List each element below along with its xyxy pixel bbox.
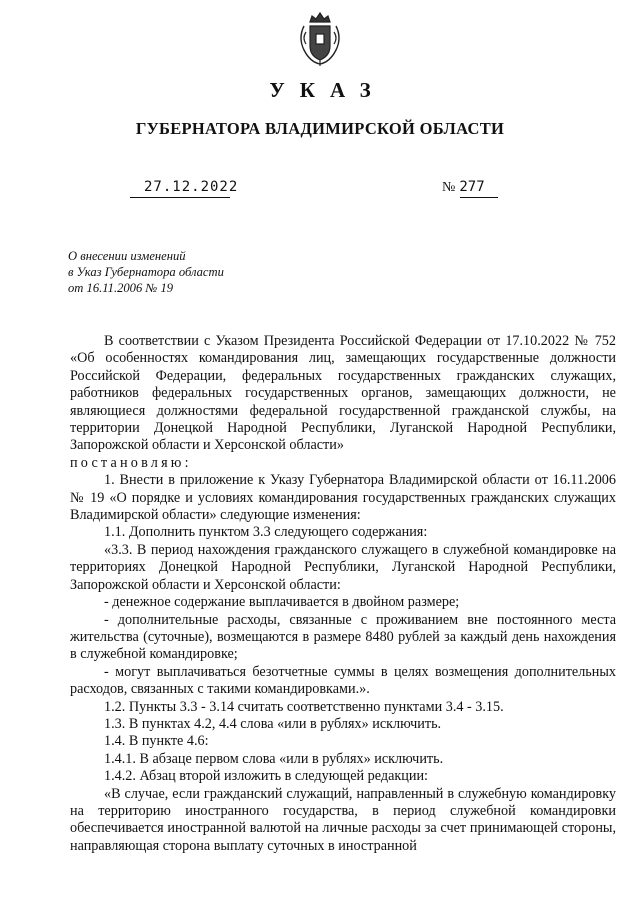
body-paragraph: 1.4.2. Абзац второй изложить в следующей редакции: — [104, 768, 428, 785]
date-underline — [130, 197, 230, 198]
number-value: 277 — [459, 179, 485, 195]
body-paragraph: - дополнительные расходы, связанные с проживанием вне постоянного места жительства (суточные), возмещаются в размере 8480 рублей за каждый день нахождения в служебной командировке; — [70, 611, 616, 663]
body-paragraph: - денежное содержание выплачивается в двойном размере; — [104, 594, 460, 611]
document-date: 27.12.2022 — [144, 179, 239, 195]
body-paragraph: 1.4. В пункте 4.6: — [104, 733, 209, 750]
body-paragraph: «3.3. В период нахождения гражданского служащего в служебной командировке на территориях Донецкой Народной Республики, Луганской Народной Республики, Запорожской области и Херсонской области: — [70, 541, 616, 593]
body-paragraph: 1. Внести в приложение к Указу Губернатора Владимирской области от 16.11.2006 № 19 «О порядке и условиях командирования государственных гражданских служащих Владимирской области» следующие изменения: — [70, 472, 616, 524]
coat-of-arms-emblem — [296, 8, 344, 68]
body-paragraph: 1.4.1. В абзаце первом слова «или в рублях» исключить. — [104, 750, 444, 767]
number-label: № — [442, 180, 456, 195]
document-number — [442, 179, 485, 196]
body-paragraph: - могут выплачиваться безотчетные суммы в целях возмещения дополнительных расходов, связанных с такими командировками.». — [70, 663, 616, 698]
caption-line: от 16.11.2006 № 19 — [68, 281, 174, 295]
body-paragraph: 1.3. В пунктах 4.2, 4.4 слова «или в рублях» исключить. — [104, 715, 442, 732]
body-paragraph: В соответствии с Указом Президента Российской Федерации от 17.10.2022 № 752 «Об особенностях командирования лиц, замещающих государственные должности Российской Федерации, федеральных государственных гражданских служащих, работников федеральных государственных органов, замещающих должности, не являющиеся должностями федеральной государственной гражданской службы, на территории Донецкой Народной Республики, Луганской Народной Республики, Запорожской области и Херсонской области» — [70, 333, 616, 454]
document-subtitle: ГУБЕРНАТОРА ВЛАДИМИРСКОЙ ОБЛАСТИ — [135, 119, 505, 138]
body-paragraph: 1.2. Пункты 3.3 - 3.14 считать соответственно пунктами 3.4 - 3.15. — [104, 698, 504, 715]
number-underline — [460, 197, 498, 198]
document-caption — [68, 248, 224, 296]
caption-line: О внесении изменений — [68, 249, 186, 263]
document-title: УКАЗ — [269, 78, 386, 102]
caption-line: в Указ Губернатора области — [68, 265, 224, 279]
body-paragraph: «В случае, если гражданский служащий, направленный в служебную командировку на территорию иностранного государства, в период служебной командировки обеспечивается иностранной валютой на личные расходы за счет принимающей стороны, направляющая сторона выплату суточных в иностранной — [70, 785, 616, 854]
body-paragraph: постановляю: — [70, 454, 192, 471]
document-body — [70, 333, 616, 855]
body-paragraph: 1.1. Дополнить пунктом 3.3 следующего содержания: — [104, 524, 428, 541]
